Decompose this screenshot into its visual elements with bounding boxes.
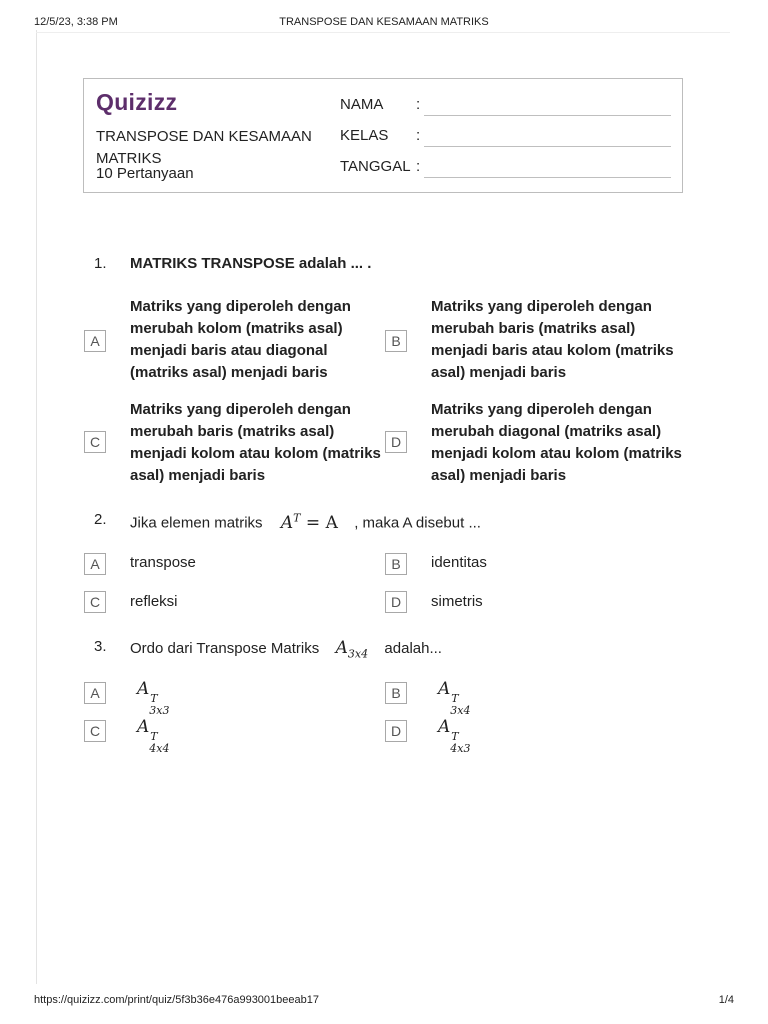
print-date: 12/5/23, 3:38 PM — [34, 16, 118, 28]
question-text-before: Ordo dari Transpose Matriks — [130, 640, 320, 657]
option-box-d[interactable]: D — [385, 431, 407, 453]
question-count: 10 Pertanyaan — [96, 165, 194, 182]
option-text-d: simetris — [431, 593, 483, 610]
question-number: 2. — [94, 511, 107, 528]
option-box-a[interactable]: A — [84, 682, 106, 704]
option-math-d — [438, 716, 472, 755]
option-text-b: Matriks yang diperoleh dengan merubah baris (matriks asal) menjadi baris atau kolom (matriks asal) menjadi baris — [431, 298, 674, 381]
math-base: A — [280, 512, 294, 533]
option-text-a: transpose — [130, 554, 196, 571]
math-rest: = A — [300, 512, 338, 533]
option-box-c[interactable]: C — [84, 720, 106, 742]
math-sub: 4x3 — [450, 742, 471, 755]
math-base: A — [137, 717, 150, 737]
math-sup: T — [451, 692, 459, 705]
question-number: 1. — [94, 255, 107, 272]
question-text: MATRIKS TRANSPOSE adalah ... . — [130, 255, 372, 272]
option-math-b — [438, 678, 472, 717]
option-box-d[interactable]: D — [385, 591, 407, 613]
question-text-after: , maka A disebut ... — [354, 514, 481, 532]
math-base: A — [137, 679, 150, 699]
option-text-c: refleksi — [130, 593, 178, 610]
option-math-a — [137, 678, 171, 717]
print-title: TRANSPOSE DAN KESAMAAN MATRIKS — [279, 16, 489, 28]
option-box-b[interactable]: B — [385, 553, 407, 575]
quizizz-logo: Quizizz — [96, 89, 178, 115]
class-colon: : — [416, 127, 421, 144]
math-sub: 3x4 — [450, 704, 471, 717]
option-box-b[interactable]: B — [385, 330, 407, 352]
name-line[interactable] — [424, 115, 671, 116]
math-sup: T — [451, 730, 459, 743]
math-base: A — [335, 638, 348, 658]
page-edge — [36, 30, 37, 984]
option-text-d: Matriks yang diperoleh dengan merubah diagonal (matriks asal) menjadi kolom atau kolom (matriks asal) menjadi baris — [431, 401, 682, 484]
math-expression — [335, 638, 369, 661]
math-expression — [281, 513, 338, 533]
name-colon: : — [416, 96, 421, 113]
question-number: 3. — [94, 638, 107, 655]
math-sub: 3x3 — [149, 704, 170, 717]
date-line[interactable] — [424, 177, 671, 178]
option-box-a[interactable]: A — [84, 553, 106, 575]
option-text-b: identitas — [431, 554, 487, 571]
option-math-c — [137, 716, 171, 755]
question-text-after: adalah... — [384, 640, 442, 657]
option-box-d[interactable]: D — [385, 720, 407, 742]
quiz-title: TRANSPOSE DAN KESAMAAN MATRIKS — [96, 128, 312, 167]
option-box-b[interactable]: B — [385, 682, 407, 704]
option-text-c: Matriks yang diperoleh dengan merubah baris (matriks asal) menjadi kolom atau kolom (matriks asal) menjadi baris — [130, 401, 381, 484]
date-label: TANGGAL — [340, 158, 411, 175]
page-edge-top — [36, 32, 730, 33]
math-sup: T — [293, 511, 301, 524]
option-box-a[interactable]: A — [84, 330, 106, 352]
question-text-before: Jika elemen matriks — [130, 514, 263, 532]
math-base: A — [438, 717, 451, 737]
option-box-c[interactable]: C — [84, 431, 106, 453]
option-text-a: Matriks yang diperoleh dengan merubah kolom (matriks asal) menjadi baris atau diagonal (matriks asal) menjadi baris — [130, 298, 351, 381]
print-url[interactable]: https://quizizz.com/print/quiz/5f3b36e476a993001beeab17 — [34, 994, 319, 1006]
name-label: NAMA — [340, 96, 384, 113]
class-label: KELAS — [340, 127, 389, 144]
question-text — [130, 638, 442, 660]
class-line[interactable] — [424, 146, 671, 147]
math-sub: 3x4 — [347, 647, 369, 661]
page-number: 1/4 — [718, 994, 734, 1006]
math-sup: T — [150, 730, 158, 743]
math-sub: 4x4 — [149, 742, 170, 755]
quiz-info-box — [83, 78, 683, 193]
date-colon: : — [416, 158, 421, 175]
question-text — [130, 511, 481, 533]
option-box-c[interactable]: C — [84, 591, 106, 613]
math-sup: T — [150, 692, 158, 705]
math-base: A — [438, 679, 451, 699]
